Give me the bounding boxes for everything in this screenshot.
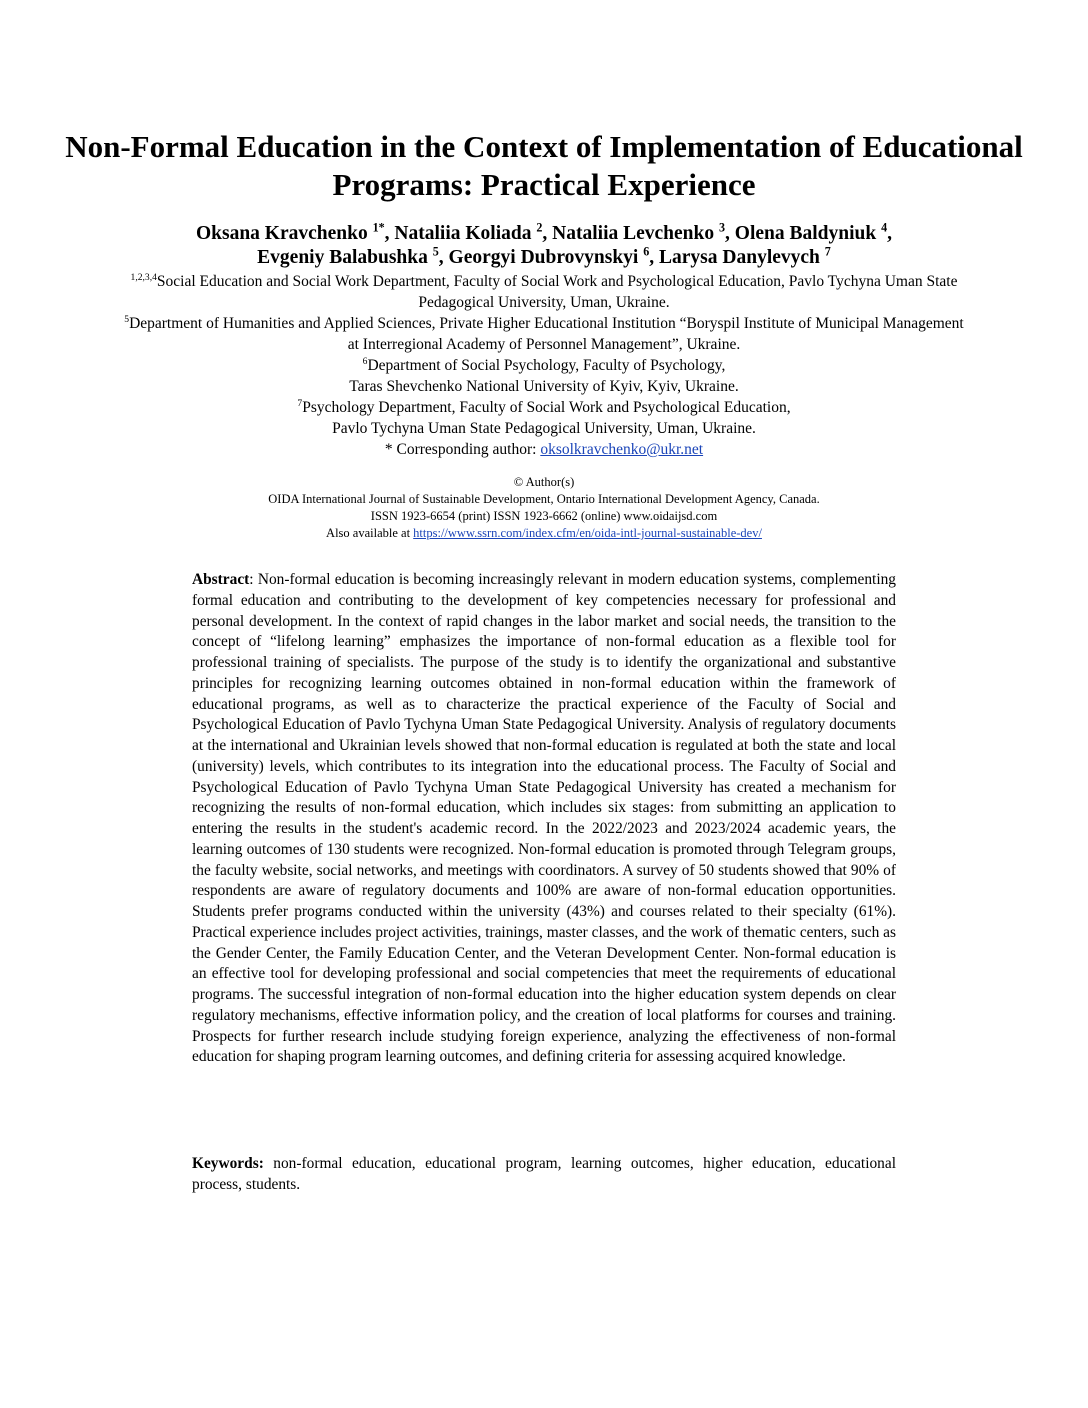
issn-line: ISSN 1923-6654 (print) ISSN 1923-6662 (online) www.oidaijsd.com <box>370 509 718 523</box>
affiliation <box>120 397 968 439</box>
affiliation-text: Social Education and Social Work Department, Faculty of Social Work and Psychological Education, Pavlo Tychyna Uman State Pedagogical University, Uman, Ukraine. <box>156 273 958 311</box>
affiliation-text: Department of Social Psychology, Faculty of Psychology, <box>367 357 726 374</box>
affiliation-sup: 1,2,3,4 <box>130 271 157 283</box>
affiliation-text: Department of Humanities and Applied Sciences, Private Higher Educational Institution “Boryspil Institute of Municipal Management at Interregional Academy of Personnel Management”, Ukraine. <box>129 315 964 353</box>
author-sup: 5 <box>432 244 439 259</box>
author-sup: 1* <box>372 220 385 235</box>
ssrn-link[interactable]: https://www.ssrn.com/index.cfm/en/oida-intl-journal-sustainable-dev/ <box>413 526 762 540</box>
affiliation-text: Taras Shevchenko National University of Kyiv, Kyiv, Ukraine. <box>349 378 739 395</box>
affiliation <box>120 313 968 355</box>
affiliation-sup: 5 <box>124 313 130 325</box>
affiliation <box>120 355 968 397</box>
corresponding-author <box>120 439 968 460</box>
keywords-text: non-formal education, educational program, learning outcomes, higher education, educational process, students. <box>192 1155 896 1193</box>
affiliation <box>120 271 968 313</box>
abstract-label: Abstract <box>192 571 250 588</box>
paper-title: Non-Formal Education in the Context of Implementation of Educational Programs: Practical Experience <box>65 129 1023 202</box>
keywords-label: Keywords: <box>192 1155 264 1172</box>
author-name: Larysa Danylevych <box>659 247 820 268</box>
author-sup: 7 <box>824 244 831 259</box>
author-name: Olena Baldyniuk <box>734 223 877 244</box>
journal-line: OIDA International Journal of Sustainable Development, Ontario International Development Agency, Canada. <box>268 492 820 506</box>
author-sup: 6 <box>643 244 650 259</box>
author-sup: 2 <box>536 220 543 235</box>
keywords-paragraph <box>192 1154 896 1196</box>
abstract-text: : Non-formal education is becoming increasingly relevant in modern education systems, complementing formal education and contributing to the development of key competencies necessary for professional and personal development. In the context of rapid changes in the labor market and social needs, the transition to the concept of “lifelong learning” emphasizes the importance of non-formal education as a flexible tool for professional training of specialists. The purpose of the study is to identify the organizational and substantive principles for recognizing learning outcomes obtained in non-formal education within the framework of educational programs, as well as to characterize the practical experience of the Faculty of Social and Psychological Education of Pavlo Tychyna Uman State Pedagogical University. Analysis of regulatory documents at the international and Ukrainian levels showed that non-formal education is regulated at both the state and local (university) levels, which contributes to its integration into the educational process. The Faculty of Social and Psychological Education of Pavlo Tychyna Uman State Pedagogical University has created a mechanism for recognizing the results of non-formal education, which includes six stages: from submitting an application to entering the results in the student's academic record. In the 2022/2023 and 2023/2024 academic years, the learning outcomes of 130 students were recognized. Non-formal education is promoted through Telegram groups, the faculty website, social networks, and meetings with coordinators. A survey of 50 students showed that 90% of respondents are aware of regulatory documents and 100% are aware of non-formal education opportunities. Students prefer programs conducted within the university (43%) and courses related to their specialty (61%). Practical experience includes project activities, trainings, master classes, and the work of thematic centers, such as the Gender Center, the Family Education Center, and the Veteran Development Center. Non-formal education is an effective tool for developing professional and social competencies that meet the requirements of educational programs. The successful integration of non-formal education into the higher education system depends on clear regulatory mechanisms, effective information policy, and the creation of local platforms for courses and training. Prospects for further research include studying foreign experience, analyzing the effectiveness of non-formal education for shaping program learning outcomes, and defining criteria for assessing acquired knowledge. <box>192 571 896 1066</box>
email-link[interactable]: oksolkravchenko@ukr.net <box>540 441 704 458</box>
corresponding-label: * Corresponding author: <box>384 441 541 458</box>
affiliation-list <box>120 271 968 460</box>
publication-info <box>120 474 968 542</box>
author-name: Nataliia Koliada <box>394 223 532 244</box>
affiliation-sup: 7 <box>297 397 303 409</box>
author-list: Oksana Kravchenko $^{1*}$, Nataliia Koliada $^2$, Nataliia Levchenko $^3$, Olena Baldyniuk $^4$, Evgeniy Balabushka $^5$, Georgyi Dubrovynskyi $^6$, Larysa Danylevych $^7$ <box>195 220 893 268</box>
author-name: Oksana Kravchenko <box>195 223 368 244</box>
copyright-line: © Author(s) <box>513 475 575 489</box>
also-available-line <box>120 525 968 542</box>
affiliation-sup: 6 <box>362 355 368 367</box>
author-sup: 4 <box>881 220 888 235</box>
affiliation-text: Psychology Department, Faculty of Social Work and Psychological Education, <box>302 399 791 416</box>
affiliation-text: Pavlo Tychyna Uman State Pedagogical University, Uman, Ukraine. <box>332 420 756 437</box>
author-name: Nataliia Levchenko <box>552 223 715 244</box>
author-sup: 3 <box>719 220 726 235</box>
abstract-paragraph <box>192 570 896 1068</box>
author-name: Evgeniy Balabushka <box>257 247 428 268</box>
author-name: Georgyi Dubrovynskyi <box>448 247 639 268</box>
also-available-label: Also available at <box>326 526 414 540</box>
